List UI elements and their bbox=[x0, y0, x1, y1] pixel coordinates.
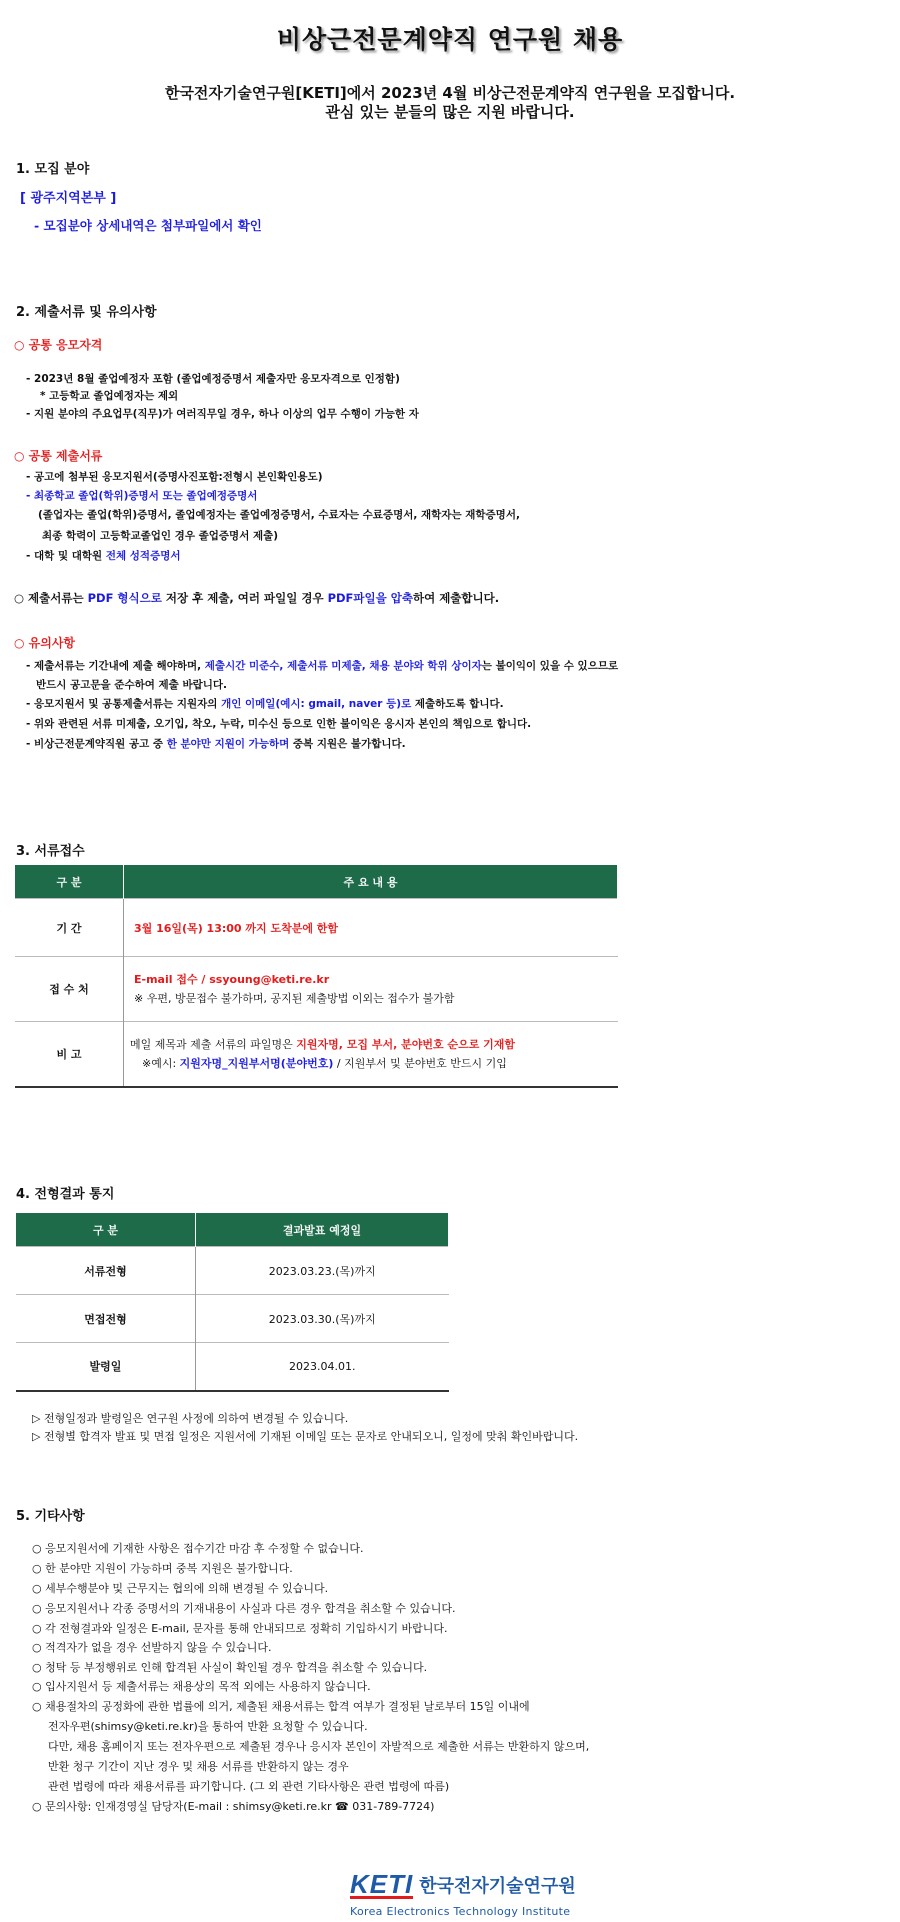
notice-item-1-cont: 반드시 공고문을 준수하여 제출 바랍니다. bbox=[36, 679, 228, 691]
pdf-submission-note: ○ 제출서류는 PDF 형식으로 저장 후 제출, 여러 파일일 경우 PDF파일을 압축하여 제출합니다. bbox=[14, 591, 500, 605]
misc-item: ○ 적격자가 없을 경우 선발하지 않을 수 있습니다. bbox=[32, 1641, 272, 1654]
submission-table bbox=[15, 865, 618, 1088]
submission-address-note: ※ 우편, 방문접수 불가하며, 공지된 제출방법 이외는 접수가 불가함 bbox=[134, 992, 455, 1005]
misc-item: ○ 각 전형결과와 일정은 E-mail, 문자를 통해 안내되므로 정확히 기입하시기 바랍니다. bbox=[32, 1622, 448, 1635]
misc-item: ○ 응모지원서에 기재한 사항은 접수기간 마감 후 수정할 수 없습니다. bbox=[32, 1542, 364, 1555]
documents-heading: ○ 공통 제출서류 bbox=[14, 449, 103, 463]
misc-item-cont: 관련 법령에 따라 채용서류를 파기합니다. (그 외 관련 기타사항은 관련 법령에 따름) bbox=[48, 1780, 450, 1793]
results-row-appointment-label: 발령일 bbox=[16, 1343, 196, 1391]
logo-mark: KETI bbox=[350, 1869, 414, 1899]
section-1-heading: 1. 모집 분야 bbox=[16, 162, 90, 177]
recruit-detail-note: - 모집분야 상세내역은 첨부파일에서 확인 bbox=[34, 218, 262, 233]
qualification-item-1-note: * 고등학교 졸업예정자는 제외 bbox=[40, 390, 179, 402]
intro-line-2: 관심 있는 분들의 많은 지원 바랍니다. bbox=[325, 103, 575, 121]
submission-row-address-cell bbox=[124, 957, 618, 1022]
qualification-item-2: - 지원 분야의 주요업무(직무)가 여러직무일 경우, 하나 이상의 업무 수행이 가능한 자 bbox=[26, 408, 419, 420]
documents-item-3: - 대학 및 대학원 전체 성적증명서 bbox=[26, 550, 181, 562]
notice-item-1: - 제출서류는 기간내에 제출 해야하며, 제출시간 미준수, 제출서류 미제출, 채용 분야와 학위 상이자는 불이익이 있을 수 있으므로 bbox=[26, 660, 619, 672]
remarks-line-2: ※예시: 지원자명_지원부서명(분야번호) / 지원부서 및 분야번호 반드시 기입 bbox=[142, 1056, 507, 1070]
notice-item-2: - 응모지원서 및 공통제출서류는 지원자의 개인 이메일(예시: gmail, naver 등)로 제출하도록 합니다. bbox=[26, 698, 504, 710]
keti-logo bbox=[350, 1869, 576, 1918]
results-row-document-label: 서류전형 bbox=[16, 1247, 196, 1295]
section-5-heading: 5. 기타사항 bbox=[16, 1509, 85, 1524]
documents-item-2-detail-a: (졸업자는 졸업(학위)증명서, 졸업예정자는 졸업예정증명서, 수료자는 수료증명서, 재학자는 재학증명서, bbox=[38, 509, 520, 521]
submission-row-remarks-label: 비 고 bbox=[15, 1022, 124, 1087]
submission-row-address-label: 접 수 처 bbox=[15, 957, 124, 1022]
results-row-appointment-date: 2023.04.01. bbox=[196, 1343, 449, 1391]
results-table bbox=[16, 1213, 449, 1392]
misc-item-cont: 전자우편(shimsy@keti.re.kr)을 통하여 반환 요청할 수 있습니다. bbox=[48, 1720, 368, 1733]
misc-item: ○ 입사지원서 등 제출서류는 채용상의 목적 외에는 사용하지 않습니다. bbox=[32, 1680, 371, 1693]
qualification-item-1: - 2023년 8월 졸업예정자 포함 (졸업예정증명서 제출자만 응모자격으로 인정함) bbox=[26, 373, 400, 385]
results-row-document-date: 2023.03.23.(목)까지 bbox=[196, 1247, 449, 1295]
intro-line-1: 한국전자기술연구원[KETI]에서 2023년 4월 비상근전문계약직 연구원을 모집합니다. bbox=[164, 84, 736, 102]
misc-item-cont: 다만, 채용 홈페이지 또는 전자우편으로 제출된 경우나 응시자 본인이 자발적으로 제출한 서류는 반환하지 않으며, bbox=[48, 1740, 590, 1753]
section-4-heading: 4. 전형결과 통지 bbox=[16, 1187, 115, 1202]
contact-info: ○ 문의사항: 인재경영실 담당자(E-mail : shimsy@keti.re.kr ☎ 031-789-7724) bbox=[32, 1800, 435, 1813]
recruit-region: [ 광주지역본부 ] bbox=[20, 191, 117, 206]
documents-item-2-detail-b: 최종 학력이 고등학교졸업인 경우 졸업증명서 제출) bbox=[42, 530, 279, 542]
misc-item: ○ 세부수행분야 및 근무지는 협의에 의해 변경될 수 있습니다. bbox=[32, 1582, 329, 1595]
submission-row-period-value: 3월 16일(목) 13:00 까지 도착분에 한함 bbox=[124, 899, 618, 957]
submission-col-details: 주 요 내 용 bbox=[124, 865, 618, 899]
results-note-1: ▷ 전형일정과 발령일은 연구원 사정에 의하여 변경될 수 있습니다. bbox=[32, 1412, 349, 1425]
remarks-line-1: 메일 제목과 제출 서류의 파일명은 지원자명, 모집 부서, 분야번호 순으로 기재함 bbox=[130, 1037, 516, 1051]
documents-item-2: - 최종학교 졸업(학위)증명서 또는 졸업예정증명서 bbox=[26, 490, 258, 502]
results-note-2: ▷ 전형별 합격자 발표 및 면접 일정은 지원서에 기재된 이메일 또는 문자로 안내되오니, 일정에 맞춰 확인바랍니다. bbox=[32, 1430, 579, 1443]
misc-item: ○ 청탁 등 부정행위로 인해 합격된 사실이 확인될 경우 합격을 취소할 수 있습니다. bbox=[32, 1661, 428, 1674]
section-2-heading: 2. 제출서류 및 유의사항 bbox=[16, 305, 157, 320]
notice-item-3: - 위와 관련된 서류 미제출, 오기입, 착오, 누락, 미수신 등으로 인한 불이익은 응시자 본인의 책임으로 합니다. bbox=[26, 718, 532, 730]
submission-row-remarks-cell bbox=[124, 1022, 618, 1087]
notice-item-4: - 비상근전문계약직원 공고 중 한 분야만 지원이 가능하며 중복 지원은 불가합니다. bbox=[26, 738, 406, 750]
results-row-interview-label: 면접전형 bbox=[16, 1295, 196, 1343]
page-title: 비상근전문계약직 연구원 채용 bbox=[276, 25, 624, 54]
misc-item: ○ 한 분야만 지원이 가능하며 중복 지원은 불가합니다. bbox=[32, 1562, 293, 1575]
misc-item-cont: 반환 청구 기간이 지난 경우 및 채용 서류를 반환하지 않는 경우 bbox=[48, 1760, 349, 1773]
misc-item: ○ 응모지원서나 각종 증명서의 기재내용이 사실과 다른 경우 합격을 취소할 수 있습니다. bbox=[32, 1602, 456, 1615]
logo-name-ko: 한국전자기술연구원 bbox=[419, 1876, 576, 1897]
results-row-interview-date: 2023.03.30.(목)까지 bbox=[196, 1295, 449, 1343]
misc-item: ○ 채용절차의 공정화에 관한 법률에 의거, 제출된 채용서류는 합격 여부가 결정된 날로부터 15일 이내에 bbox=[32, 1700, 530, 1713]
submission-email: E-mail 접수 / ssyoung@keti.re.kr bbox=[134, 973, 330, 986]
qualification-heading: ○ 공통 응모자격 bbox=[14, 338, 103, 352]
submission-col-category: 구 분 bbox=[15, 865, 124, 899]
notice-heading: ○ 유의사항 bbox=[14, 636, 76, 650]
submission-row-period-label: 기 간 bbox=[15, 899, 124, 957]
section-3-heading: 3. 서류접수 bbox=[16, 844, 85, 859]
results-col-date: 결과발표 예정일 bbox=[196, 1213, 449, 1247]
logo-name-en: Korea Electronics Technology Institute bbox=[350, 1905, 571, 1918]
documents-item-1: - 공고에 첨부된 응모지원서(증명사진포함:전형시 본인확인용도) bbox=[26, 471, 323, 483]
results-col-category: 구 분 bbox=[16, 1213, 196, 1247]
